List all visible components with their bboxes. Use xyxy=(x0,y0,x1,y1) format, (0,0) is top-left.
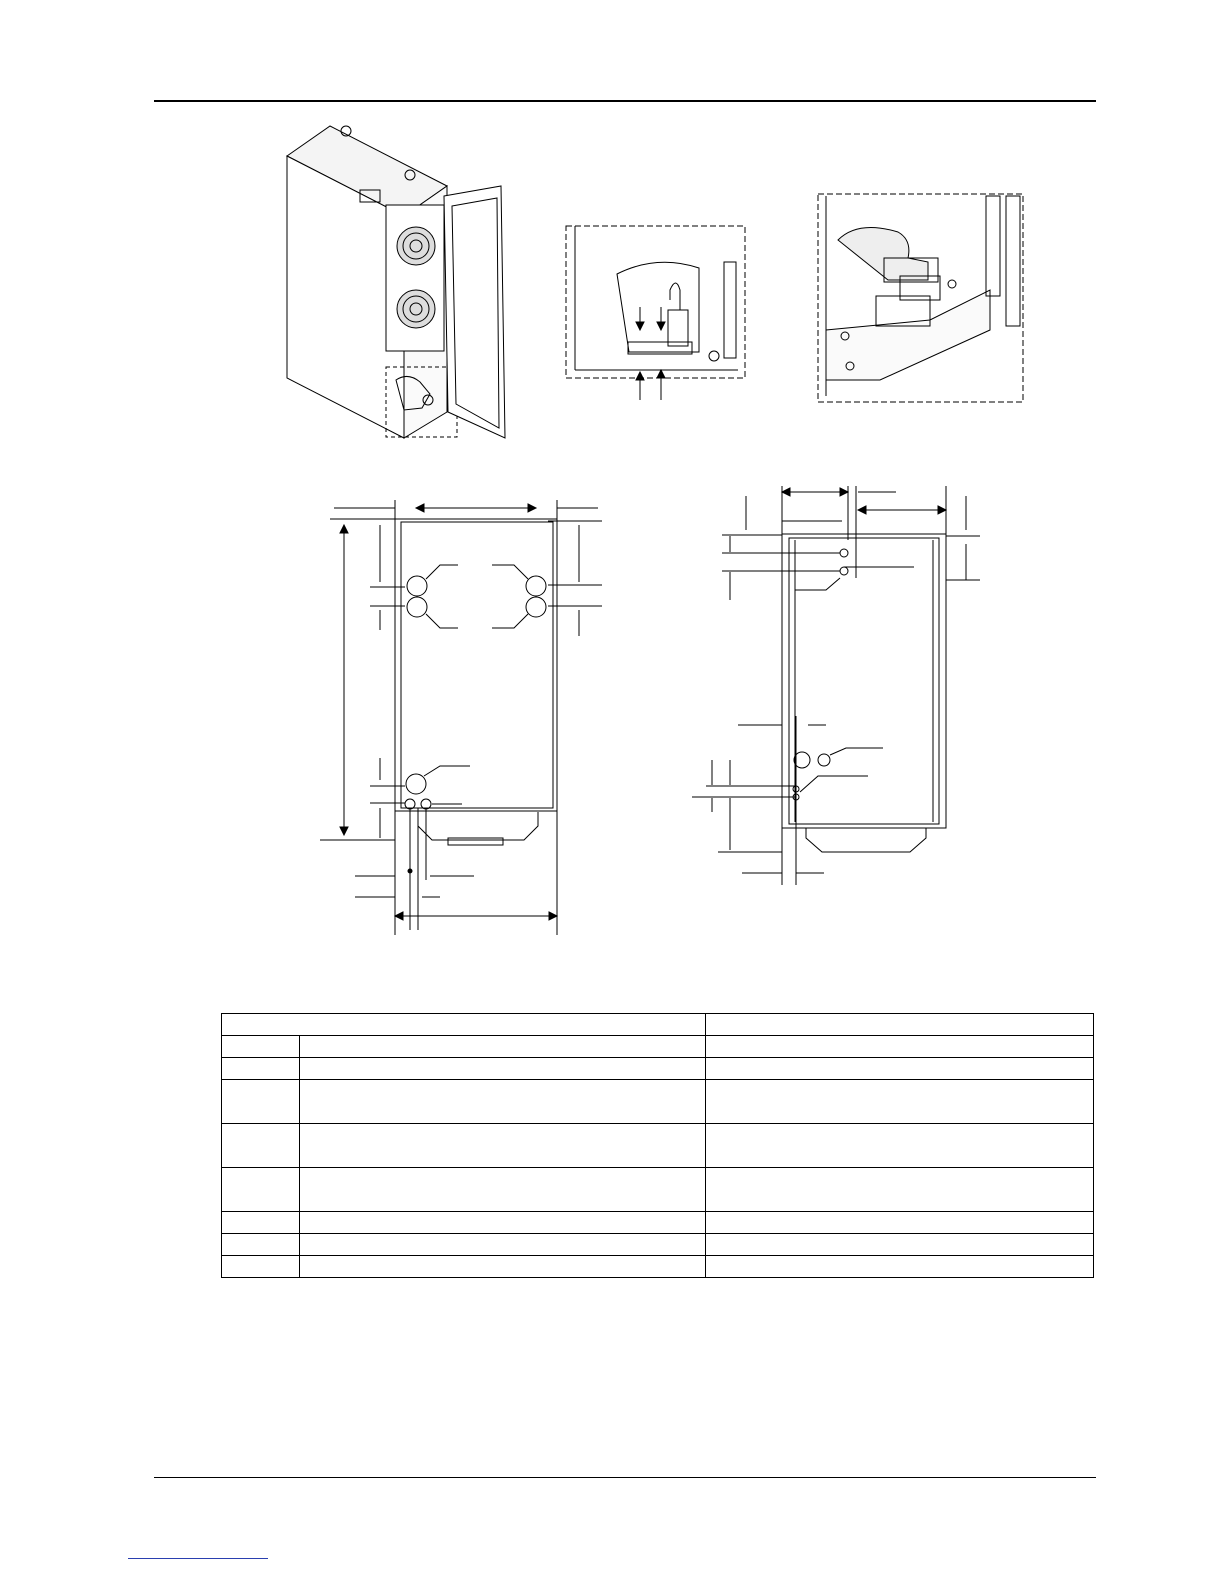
table-cell-value xyxy=(706,1124,1094,1168)
table-cell-value xyxy=(706,1256,1094,1278)
table-cell-description xyxy=(300,1124,706,1168)
table-row xyxy=(222,1036,1094,1058)
table-header-cell xyxy=(706,1014,1094,1036)
table-row xyxy=(222,1080,1094,1124)
table-header-cell xyxy=(222,1014,706,1036)
table-cell-description xyxy=(300,1212,706,1234)
table-cell-description xyxy=(300,1168,706,1212)
table-cell-value xyxy=(706,1080,1094,1124)
table-header-row xyxy=(222,1014,1094,1036)
unit-isometric-illustration xyxy=(287,126,505,438)
table-cell-item xyxy=(222,1036,300,1058)
table-cell-item xyxy=(222,1256,300,1278)
table-row xyxy=(222,1212,1094,1234)
table-row xyxy=(222,1234,1094,1256)
table-cell-description xyxy=(300,1234,706,1256)
table-cell-value xyxy=(706,1168,1094,1212)
table-cell-value xyxy=(706,1036,1094,1058)
footer-rule xyxy=(154,1477,1096,1478)
table-cell-value xyxy=(706,1234,1094,1256)
table-cell-value xyxy=(706,1058,1094,1080)
table-row xyxy=(222,1168,1094,1212)
table-cell-description xyxy=(300,1036,706,1058)
table-cell-item xyxy=(222,1234,300,1256)
table-cell-description xyxy=(300,1080,706,1124)
detail-connection-front xyxy=(566,226,745,400)
top-view-drawing-left xyxy=(320,500,602,935)
specification-table xyxy=(221,1013,1094,1278)
table-cell-description xyxy=(300,1058,706,1080)
table-cell-item xyxy=(222,1124,300,1168)
top-view-drawing-right xyxy=(692,486,980,885)
table-cell-item xyxy=(222,1212,300,1234)
table-cell-item xyxy=(222,1080,300,1124)
table-row xyxy=(222,1256,1094,1278)
table-cell-description xyxy=(300,1256,706,1278)
table-cell-item xyxy=(222,1168,300,1212)
table-row xyxy=(222,1124,1094,1168)
footer-link[interactable] xyxy=(128,1558,268,1559)
table-cell-value xyxy=(706,1212,1094,1234)
table-row xyxy=(222,1058,1094,1080)
table-cell-item xyxy=(222,1058,300,1080)
detail-connection-interior xyxy=(818,194,1023,402)
